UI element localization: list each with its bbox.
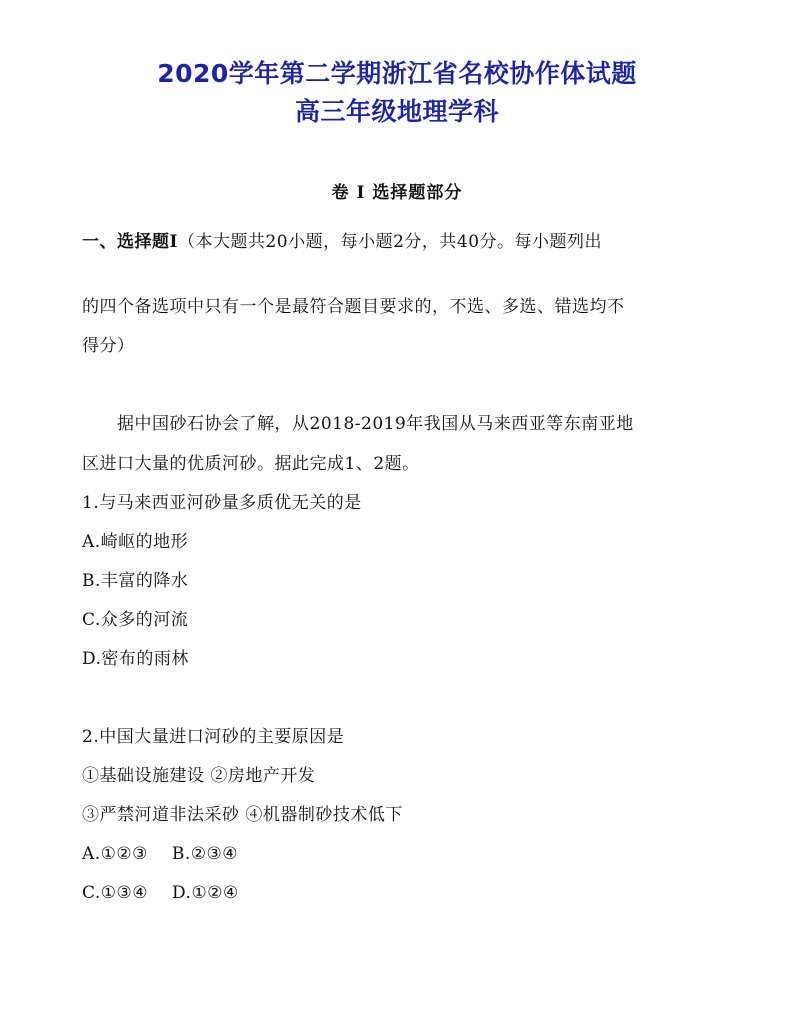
question2-stem: 2.中国大量进口河砂的主要原因是: [82, 727, 345, 747]
question2-items-line2: ③严禁河道非法采砂 ④机器制砂技术低下: [82, 805, 403, 825]
question2-options-row1: [82, 843, 238, 865]
question1-option-c: C.众多的河流: [82, 610, 189, 630]
document-title-line1: 2020学年第二学期浙江省名校协作体试题: [157, 59, 637, 88]
question1-option-d: D.密布的雨林: [82, 649, 189, 669]
passage-line2: 区进口大量的优质河砂。据此完成1、2题。: [82, 454, 420, 474]
question1-stem: 1.与马来西亚河砂量多质优无关的是: [82, 493, 362, 513]
question2-options-row2: [82, 882, 239, 904]
question1-option-b: B.丰富的降水: [82, 571, 189, 591]
part1-heading: 一、选择题I: [82, 232, 178, 252]
question1-option-a: A.崎岖的地形: [82, 532, 189, 552]
section-title: 卷 I 选择题部分: [331, 183, 463, 203]
question2-option-a: A.①②③: [82, 844, 148, 864]
question2-option-b: B.②③④: [171, 844, 239, 864]
part1-instruction-line1: [82, 231, 602, 253]
question2-option-c: C.①③④: [82, 883, 149, 903]
part1-instruction-line3: 得分）: [82, 336, 135, 356]
document-title-line2: 高三年级地理学科: [294, 97, 499, 126]
part1-instruction-text: （本大题共20小题，每小题2分，共40分。每小题列出: [177, 232, 603, 252]
passage-line1: 据中国砂石协会了解，从2018-2019年我国从马来西亚等东南亚地: [117, 414, 634, 434]
question2-items-line1: ①基础设施建设 ②房地产开发: [82, 766, 316, 786]
question2-option-d: D.①②④: [172, 883, 239, 903]
part1-instruction-line2: 的四个备选项中只有一个是最符合题目要求的，不选、多选、错选均不: [82, 297, 625, 317]
